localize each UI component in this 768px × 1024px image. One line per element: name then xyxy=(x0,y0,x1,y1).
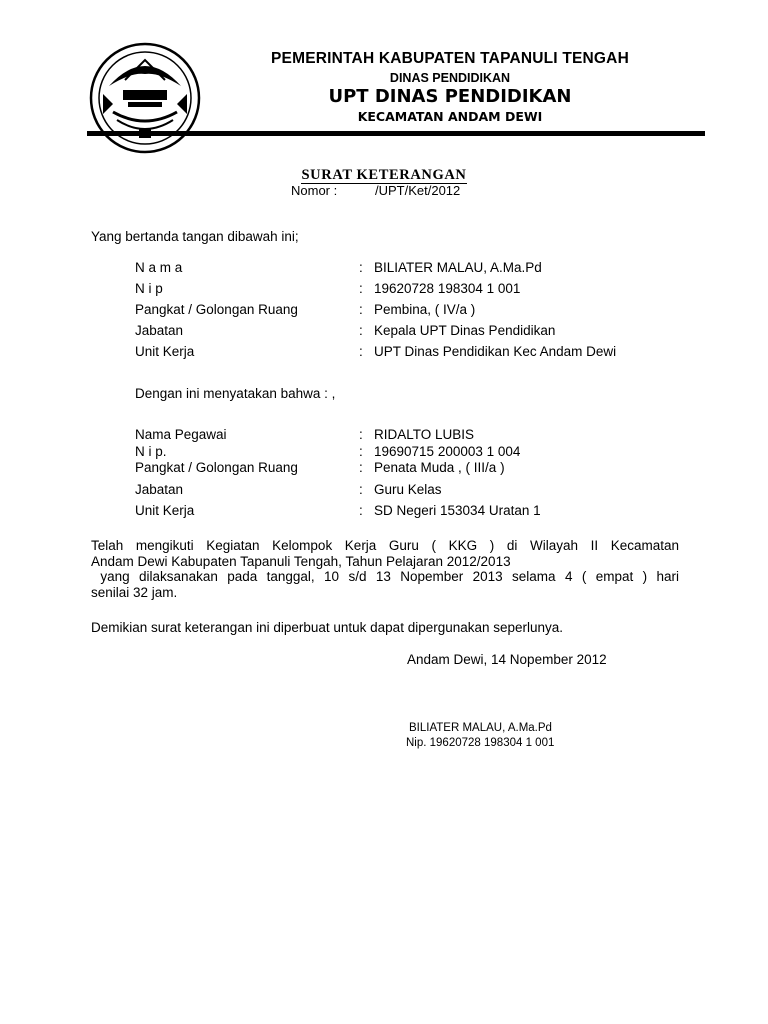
body-line: yang dilaksanakan pada tanggal, 10 s/d 13 Nopember 2013 selama 4 ( empat ) hari xyxy=(91,569,679,584)
number-value: /UPT/Ket/2012 xyxy=(375,183,461,198)
body-line: Telah mengikuti Kegiatan Kelompok Kerja Guru ( KKG ) di Wilayah II Kecamatan xyxy=(91,538,679,553)
letterhead-department: DINAS PENDIDIKAN xyxy=(389,71,511,85)
employee-value: RIDALTO LUBIS xyxy=(374,427,475,442)
employee-value: Guru Kelas xyxy=(374,482,442,497)
signer-label: Jabatan xyxy=(135,323,184,338)
colon: : xyxy=(359,323,363,338)
body-line: senilai 32 jam. xyxy=(91,584,178,600)
employee-value: Penata Muda , ( III/a ) xyxy=(374,460,505,475)
signer-value: Kepala UPT Dinas Pendidikan xyxy=(374,323,556,338)
employee-label: Unit Kerja xyxy=(135,503,195,518)
signer-value: BILIATER MALAU, A.Ma.Pd xyxy=(374,260,542,275)
employee-value: SD Negeri 153034 Uratan 1 xyxy=(374,503,541,518)
document-title-text: SURAT KETERANGAN xyxy=(301,167,467,183)
colon: : xyxy=(359,503,363,518)
colon: : xyxy=(359,281,363,296)
letterhead-unit: UPT DINAS PENDIDIKAN xyxy=(328,86,572,107)
employee-label: Pangkat / Golongan Ruang xyxy=(135,460,298,475)
employee-label: Jabatan xyxy=(135,482,184,497)
signature-nip: Nip. 19620728 198304 1 001 xyxy=(406,737,555,749)
body-paragraph xyxy=(91,538,679,600)
colon: : xyxy=(359,444,363,459)
document-title xyxy=(0,167,768,184)
number-label: Nomor : xyxy=(291,183,338,198)
signer-value: 19620728 198304 1 001 xyxy=(374,281,521,296)
closing-line: Demikian surat keterangan ini diperbuat untuk dapat dipergunakan seperlunya. xyxy=(91,620,564,635)
signer-value: Pembina, ( IV/a ) xyxy=(374,302,476,317)
colon: : xyxy=(359,302,363,317)
colon: : xyxy=(359,427,363,442)
letterhead-divider xyxy=(87,131,705,136)
signer-label: N i p xyxy=(135,281,163,296)
body-line: Andam Dewi Kabupaten Tapanuli Tengah, Tahun Pelajaran 2012/2013 xyxy=(91,553,511,569)
signer-label: Unit Kerja xyxy=(135,344,195,359)
colon: : xyxy=(359,260,363,275)
opening-line: Yang bertanda tangan dibawah ini; xyxy=(91,229,299,244)
colon: : xyxy=(359,460,363,475)
place-date: Andam Dewi, 14 Nopember 2012 xyxy=(407,652,607,667)
colon: : xyxy=(359,344,363,359)
statement-line: Dengan ini menyatakan bahwa : , xyxy=(135,386,336,401)
employee-value: 19690715 200003 1 004 xyxy=(374,444,521,459)
colon: : xyxy=(359,482,363,497)
regency-emblem-logo xyxy=(89,42,201,154)
letterhead-government: PEMERINTAH KABUPATEN TAPANULI TENGAH xyxy=(271,50,629,67)
signature-name: BILIATER MALAU, A.Ma.Pd xyxy=(409,722,552,734)
letterhead-district: KECAMATAN ANDAM DEWI xyxy=(357,109,543,124)
employee-label: Nama Pegawai xyxy=(135,427,227,442)
signer-value: UPT Dinas Pendidikan Kec Andam Dewi xyxy=(374,344,617,359)
employee-label: N i p. xyxy=(135,444,167,459)
signer-label: N a m a xyxy=(135,260,183,275)
signer-label: Pangkat / Golongan Ruang xyxy=(135,302,298,317)
